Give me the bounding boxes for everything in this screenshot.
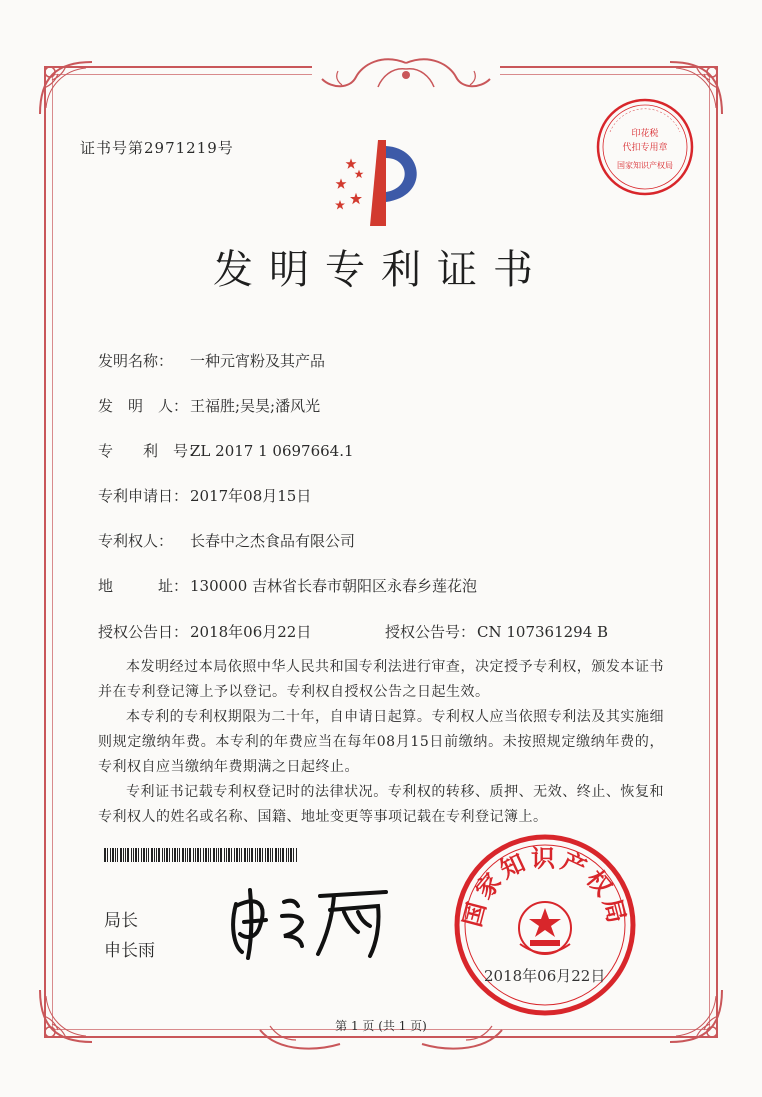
field-label: 专 利 号： [98, 442, 204, 460]
svg-text:国家知识产权局: 国家知识产权局 [617, 161, 673, 170]
page-number: 第 1 页 (共 1 页) [335, 1019, 427, 1033]
svg-text:国家知识产权局: 国家知识产权局 [458, 844, 632, 930]
field-invention-name [98, 350, 325, 371]
field-patentee [98, 530, 355, 551]
svg-text:印花税: 印花税 [631, 129, 659, 139]
chief-name: 申长雨 [104, 941, 155, 961]
top-flourish-ornament [312, 55, 500, 99]
official-seal [452, 832, 638, 1018]
barcode [104, 848, 300, 862]
field-label: 发明名称： [98, 352, 174, 370]
field-label: 发 明 人： [98, 397, 189, 415]
handwritten-signature [222, 882, 392, 962]
field-label: 专利申请日： [98, 487, 189, 505]
field-label: 授权公告日： [98, 623, 189, 641]
field-value: ZL 2017 1 0697664.1 [190, 442, 354, 460]
paragraph-grant-statement: 本发明经过本局依照中华人民共和国专利法进行审查，决定授予专利权，颁发本证书并在专利登记簿上予以登记。专利权自授权公告之日起生效。 [98, 659, 664, 700]
corner-ornament-top-left [36, 58, 96, 118]
field-value: 2018年06月22日 [190, 623, 312, 641]
field-grant-number [385, 621, 608, 642]
seal-date: 2018年06月22日 [484, 967, 606, 985]
field-label: 地 址： [98, 577, 189, 595]
corner-ornament-bottom-right [666, 986, 726, 1046]
field-grant-date [98, 621, 311, 642]
field-value: 王福胜;吴昊;潘风光 [190, 397, 321, 415]
svg-text:代扣专用章: 代扣专用章 [622, 143, 668, 153]
field-inventors [98, 395, 320, 416]
field-patent-number [98, 440, 354, 461]
tax-stamp-seal [594, 96, 696, 198]
corner-ornament-bottom-left [36, 986, 96, 1046]
chief-title: 局长 [104, 911, 138, 931]
certificate-number: 证书号第2971219号 [80, 139, 234, 157]
field-value: 130000 吉林省长春市朝阳区永春乡莲花泡 [190, 577, 478, 595]
paragraph-legal-status: 专利证书记载专利权登记时的法律状况。专利权的转移、质押、无效、终止、恢复和专利权人的姓名或名称、国籍、地址变更等事项记载在专利登记簿上。 [98, 784, 664, 825]
field-value: 2017年08月15日 [190, 487, 312, 505]
field-value: 长春中之杰食品有限公司 [190, 532, 356, 550]
patent-office-emblem [326, 136, 436, 230]
field-value: 一种元宵粉及其产品 [190, 352, 326, 370]
document-title: 发明专利证书 [213, 247, 549, 293]
field-address [98, 575, 477, 596]
field-value: CN 107361294 B [477, 623, 609, 641]
certificate-body-text [98, 655, 664, 830]
field-filing-date [98, 485, 311, 506]
field-label: 专利权人： [98, 532, 174, 550]
paragraph-term-and-fees: 本专利的专利权期限为二十年，自申请日起算。专利权人应当依照专利法及其实施细则规定缴纳年费。本专利的年费应当在每年08月15日前缴纳。未按照规定缴纳年费的，专利权自应当缴纳年费期满之日起终止。 [98, 709, 664, 775]
field-label: 授权公告号： [385, 623, 476, 641]
